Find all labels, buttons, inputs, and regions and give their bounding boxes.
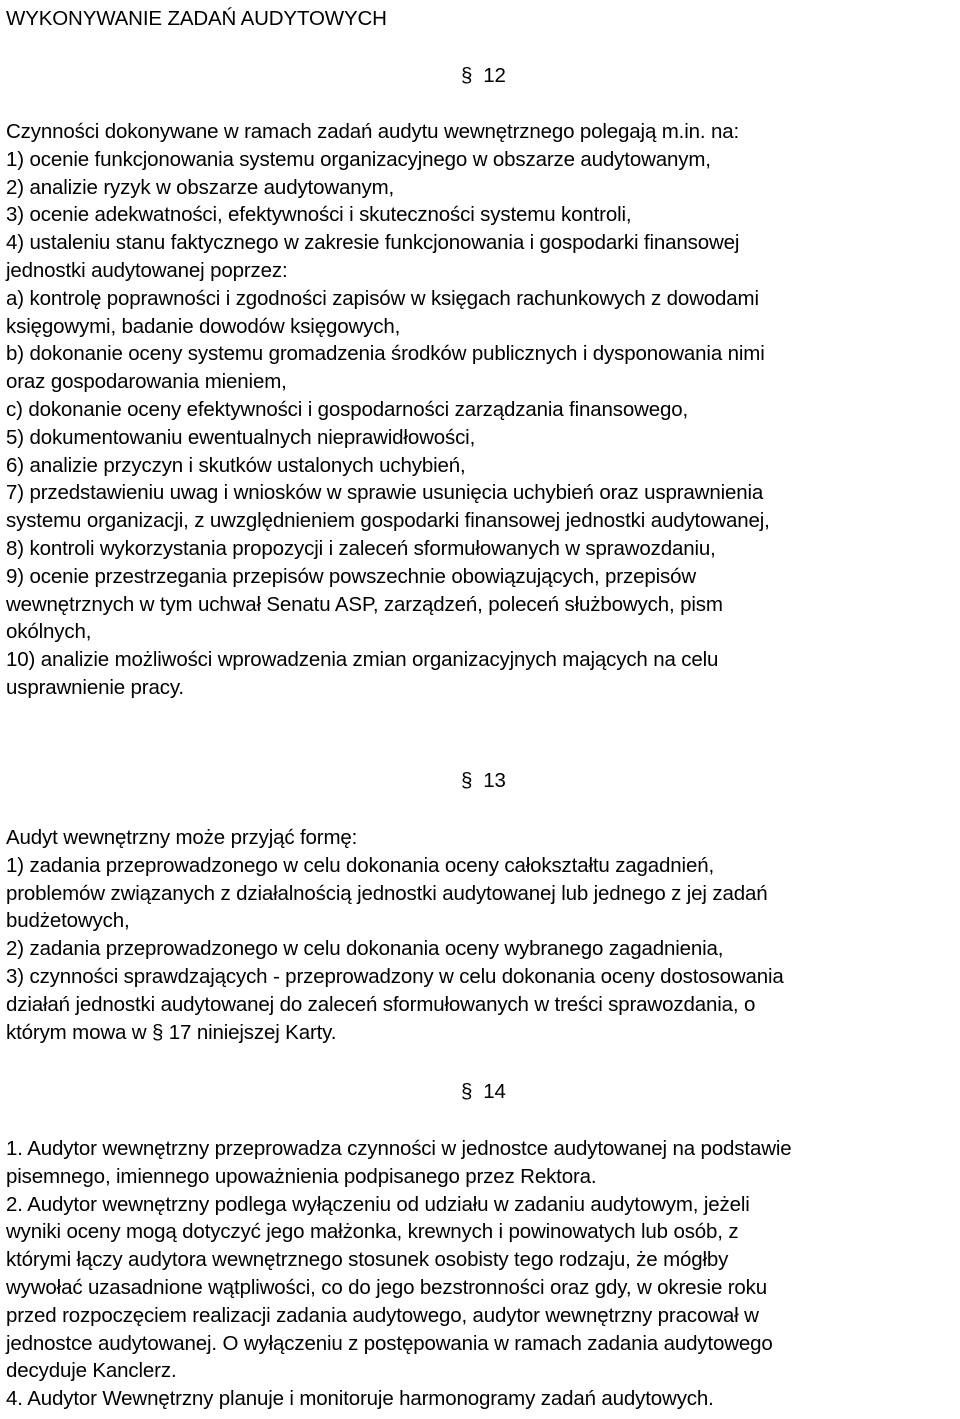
text-line: jednostki audytowanej poprzez: [6, 258, 288, 282]
text-line: 5) dokumentowaniu ewentualnych nieprawidłowości, [6, 425, 476, 449]
text-line: decyduje Kanclerz. [6, 1359, 177, 1383]
text-line: Czynności dokonywane w ramach zadań audytu wewnętrznego polegają m.in. na: [6, 120, 740, 143]
text-line: 2) zadania przeprowadzonego w celu dokonania oceny wybranego zagadnienia, [6, 937, 724, 961]
section-symbol: § [461, 64, 473, 87]
text-line: 2. Audytor wewnętrzny podlega wyłączeniu od udziału w zadaniu audytowym, jeżeli [6, 1192, 750, 1216]
section-12-body [6, 118, 960, 702]
section-13-body [6, 824, 960, 1046]
text-line: pisemnego, imiennego upoważnienia podpisanego przez Rektora. [6, 1164, 597, 1188]
text-line: 1) zadania przeprowadzonego w celu dokonania oceny całokształtu zagadnień, [6, 853, 715, 877]
text-line: 10) analizie możliwości wprowadzenia zmian organizacyjnych mających na celu [6, 648, 719, 672]
text-line: a) kontrolę poprawności i zgodności zapisów w księgach rachunkowych z dowodami [6, 286, 759, 310]
text-line: 9) ocenie przestrzegania przepisów powszechnie obowiązujących, przepisów [6, 564, 696, 588]
text-line: 1) ocenie funkcjonowania systemu organizacyjnego w obszarze audytowanym, [6, 147, 711, 171]
text-line: wewnętrznych w tym uchwał Senatu ASP, zarządzeń, poleceń służbowych, pism [6, 592, 723, 616]
text-line: księgowymi, badanie dowodów księgowych, [6, 314, 401, 338]
text-line: 7) przedstawieniu uwag i wniosków w sprawie usunięcia uchybień oraz usprawnienia [6, 481, 764, 505]
text-line: okólnych, [6, 620, 92, 644]
text-line: 4. Audytor Wewnętrzny planuje i monitoruje harmonogramy zadań audytowych. [6, 1387, 714, 1411]
text-line: 2) analizie ryzyk w obszarze audytowanym, [6, 175, 395, 199]
section-number: 13 [483, 769, 506, 792]
text-line: 8) kontroli wykorzystania propozycji i zaleceń sformułowanych w sprawozdaniu, [6, 536, 716, 560]
section-heading-14 [461, 1078, 506, 1106]
text-line: działań jednostki audytowanej do zaleceń sformułowanych w treści sprawozdania, o [6, 992, 756, 1016]
text-line: 3) czynności sprawdzających - przeprowadzony w celu dokonania oceny dostosowania [6, 964, 784, 988]
text-line: budżetowych, [6, 909, 130, 933]
text-line: problemów związanych z działalnością jednostki audytowanej lub jednego z jej zadań [6, 881, 768, 905]
text-line: b) dokonanie oceny systemu gromadzenia środków publicznych i dysponowania nimi [6, 342, 765, 366]
text-line: 6) analizie przyczyn i skutków ustalonych uchybień, [6, 453, 466, 477]
text-line: którym mowa w § 17 niniejszej Karty. [6, 1020, 337, 1044]
text-line: c) dokonanie oceny efektywności i gospodarności zarządzania finansowego, [6, 397, 689, 421]
text-line: wywołać uzasadnione wątpliwości, co do jego bezstronności oraz gdy, w okresie roku [6, 1275, 768, 1299]
section-14-body [6, 1135, 960, 1413]
section-heading-13 [461, 767, 506, 795]
text-line: oraz gospodarowania mieniem, [6, 370, 287, 394]
text-line: którymi łączy audytora wewnętrznego stosunek osobisty tego rodzaju, że mógłby [6, 1248, 729, 1272]
text-line: 4) ustaleniu stanu faktycznego w zakresie funkcjonowania i gospodarki finansowej [6, 231, 740, 255]
document-title: WYKONYWANIE ZADAŃ AUDYTOWYCH [6, 7, 387, 30]
text-line: usprawnienie pracy. [6, 675, 184, 699]
section-symbol: § [461, 769, 473, 792]
text-line: przed rozpoczęciem realizacji zadania audytowego, audytor wewnętrzny pracował w [6, 1303, 759, 1327]
section-heading-12 [461, 62, 506, 90]
section-number: 12 [483, 64, 506, 87]
section-symbol: § [461, 1080, 473, 1103]
text-line: Audyt wewnętrzny może przyjąć formę: [6, 826, 358, 849]
section-number: 14 [483, 1080, 506, 1103]
text-line: jednostce audytowanej. O wyłączeniu z postępowania w ramach zadania audytowego [6, 1331, 773, 1355]
text-line: 1. Audytor wewnętrzny przeprowadza czynności w jednostce audytowanej na podstawie [6, 1137, 792, 1160]
text-line: wyniki oceny mogą dotyczyć jego małżonka, krewnych i powinowatych lub osób, z [6, 1220, 739, 1244]
text-line: 3) ocenie adekwatności, efektywności i skuteczności systemu kontroli, [6, 203, 632, 227]
text-line: systemu organizacji, z uwzględnieniem gospodarki finansowej jednostki audytowanej, [6, 509, 770, 533]
